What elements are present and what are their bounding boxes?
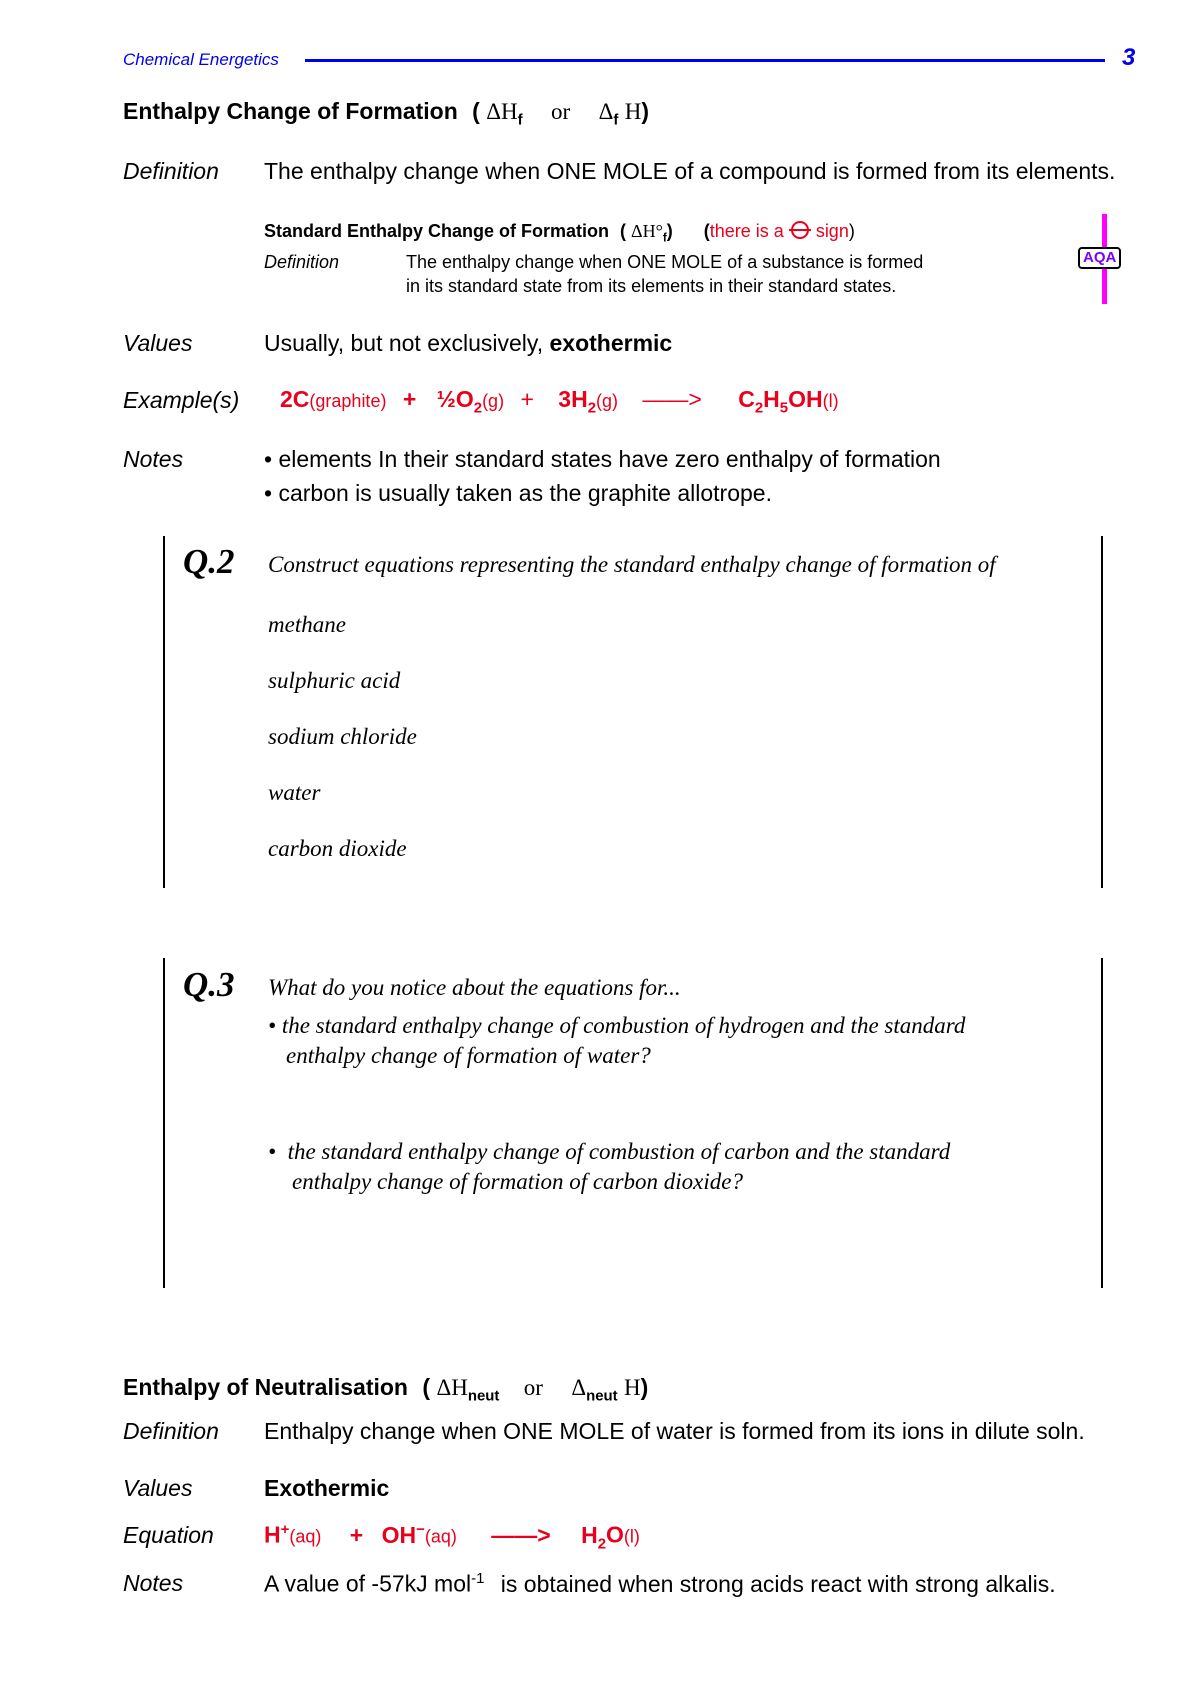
equation-label: Equation	[123, 1522, 214, 1548]
q3-bullet-cont: enthalpy change of formation of water?	[286, 1043, 651, 1068]
q3-bullet: • the standard enthalpy change of combustion of hydrogen and the standard	[268, 1013, 966, 1038]
neutralisation-title: Enthalpy of Neutralisation	[123, 1374, 408, 1400]
neutralisation-notes: A value of -57kJ mol$^{-1}$ is obtained when strong acids react with strong alkalis.	[264, 1570, 1056, 1597]
note-item: • carbon is usually taken as the graphite allotrope.	[264, 480, 772, 506]
q2-right-border	[1101, 536, 1103, 888]
q3-prompt: What do you notice about the equations for...	[268, 975, 681, 1000]
standard-formation-heading: Standard Enthalpy Change of Formation ( $\Delta H^\circ_f$) (there is a sign)	[264, 221, 855, 245]
q2-item: water	[268, 780, 321, 805]
q2-left-border	[163, 536, 165, 888]
example-equation: 2C(graphite) + $\frac{1}{2}O_2(g) + 3H_2(g)$ ——> $C_2H_5OH(l)$	[280, 386, 839, 417]
formation-title: Enthalpy Change of Formation	[123, 98, 458, 124]
note-item: • elements In their standard states have zero enthalpy of formation	[264, 446, 941, 472]
q2-item: sulphuric acid	[268, 668, 401, 693]
example-label: Example(s)	[123, 387, 240, 413]
definition-label: Definition	[123, 158, 219, 184]
neutralisation-notes-label: Notes	[123, 1570, 184, 1596]
q2-item: carbon dioxide	[268, 836, 407, 861]
q2-prompt: Construct equations representing the standard enthalpy change of formation of	[268, 552, 996, 577]
page-number: 3	[1122, 44, 1136, 71]
values-label: Values	[123, 330, 193, 356]
neutralisation-equation: H+(aq) + OH−(aq) ——> $H_2O(l)$	[264, 1521, 640, 1553]
values-text: Usually, but not exclusively, exothermic	[264, 330, 673, 356]
standard-state-plimsoll-icon	[789, 220, 811, 240]
neutralisation-values: Exothermic	[264, 1475, 390, 1501]
q2-item: sodium chloride	[268, 724, 417, 749]
standard-definition-line2: in its standard state from its elements in their standard states.	[406, 276, 897, 296]
q3-bullet: • the standard enthalpy change of combustion of carbon and the standard	[268, 1139, 951, 1164]
neutralisation-heading: Enthalpy of Neutralisation ( $\Delta H_{neut}$ or $\Delta_{neut}$ H)	[123, 1374, 649, 1405]
q3-right-border	[1101, 958, 1103, 1288]
neutralisation-definition-label: Definition	[123, 1418, 219, 1444]
formation-heading: Enthalpy Change of Formation ( $\Delta H_f$ or $\Delta_f$ H)	[123, 98, 650, 129]
q2-number: Q.2	[183, 542, 235, 581]
q2-item: methane	[268, 612, 346, 637]
standard-definition-line1: The enthalpy change when ONE MOLE of a substance is formed	[406, 252, 924, 272]
notes-label: Notes	[123, 446, 184, 472]
header-rule	[305, 59, 1105, 62]
neutralisation-definition: Enthalpy change when ONE MOLE of water is formed from its ions in dilute soln.	[264, 1418, 1085, 1444]
q3-bullet-cont: enthalpy change of formation of carbon dioxide?	[292, 1169, 743, 1194]
section-title: Chemical Energetics	[123, 50, 279, 69]
neutralisation-values-label: Values	[123, 1475, 193, 1501]
q3-number: Q.3	[183, 965, 235, 1004]
standard-definition-label: Definition	[264, 252, 340, 272]
definition-text: The enthalpy change when ONE MOLE of a compound is formed from its elements.	[264, 158, 1116, 184]
q3-left-border	[163, 958, 165, 1288]
aqa-badge: AQA	[1078, 247, 1121, 269]
